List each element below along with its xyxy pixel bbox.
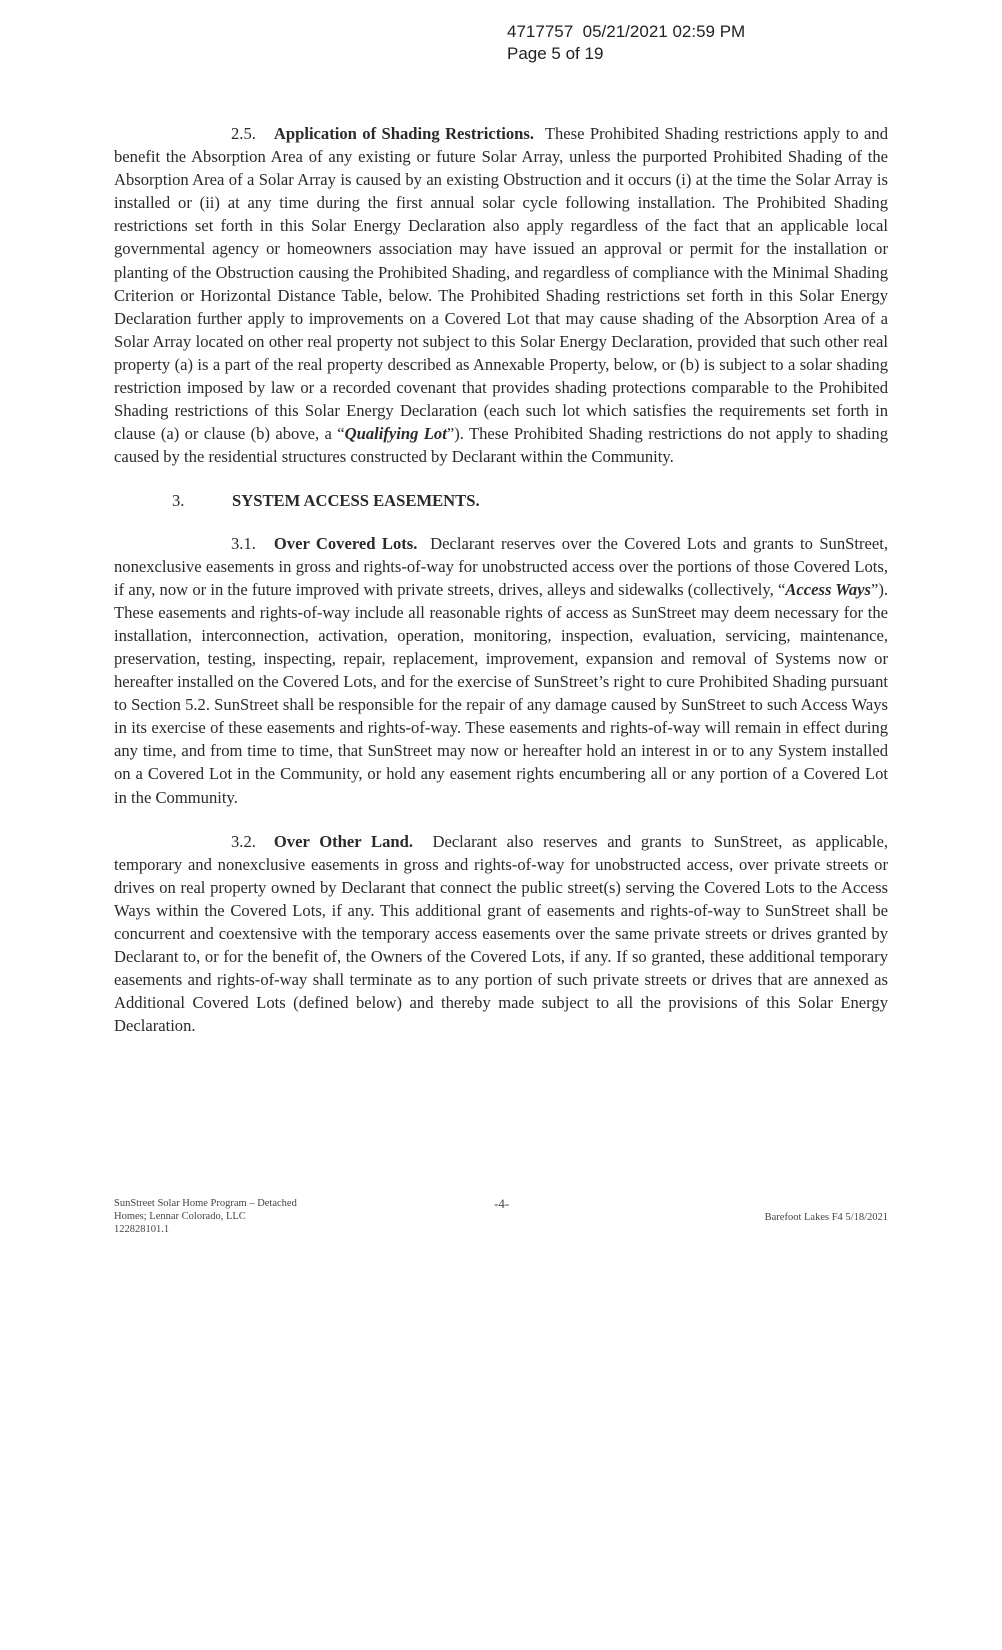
section-2-5-paragraph xyxy=(114,122,888,468)
document-body xyxy=(114,122,888,1058)
section-2-5-heading: Application of Shading Restrictions. xyxy=(273,124,535,143)
section-3-1-heading: Over Covered Lots. xyxy=(273,533,418,553)
section-3-2-number: 3.2. xyxy=(231,831,256,851)
section-3-1-paragraph xyxy=(114,532,888,809)
defined-term-access-ways: Access Ways xyxy=(785,579,871,599)
footer-project-date: Barefoot Lakes F4 5/18/2021 xyxy=(764,1212,888,1223)
section-2-5-text-part-1: These Prohibited Shading restrictions apply to and benefit the Absorption Area of any existing or future Solar Array, unless the purported Prohibited Shading of the Absorption Area of a Solar Array is caused by an existing Obstruction and it occurs (i) at the time the Solar Array is installed or (ii) at any time during the first annual solar cycle following installation. The Prohibited Shading restrictions set forth in this Solar Energy Declaration also apply regardless of the fact that an applicable local governmental agency or homeowners association may have issued an approval or permit for the installation or planting of the Obstruction causing the Prohibited Shading, and regardless of compliance with the Minimal Shading Criterion or Horizontal Distance Table, below. The Prohibited Shading restrictions set forth in this Solar Energy Declaration further apply to improvements on a Covered Lot that may cause shading of the Absorption Area of a Solar Array located on other real property not subject to this Solar Energy Declaration, provided that such other real property (a) is a part of the real property described as Annexable Property, below, or (b) is subject to a solar shading restriction imposed by law or a recorded covenant that provides shading protections comparable to the Prohibited Shading restrictions of this Solar Energy Declaration (each such lot which satisfies the requirements set forth in clause (a) or clause (b) above, a “ xyxy=(114,124,889,444)
footer-program-line-2: Homes; Lennar Colorado, LLC xyxy=(114,1211,246,1222)
footer-document-id: 122828101.1 xyxy=(114,1224,170,1235)
section-2-5-number: 2.5. xyxy=(231,124,256,143)
recording-datetime: 05/21/2021 02:59 PM xyxy=(582,22,746,41)
footer-program-info xyxy=(114,1197,374,1236)
recording-number-line xyxy=(507,21,745,43)
section-3-2-text: Declarant also reserves and grants to SunStreet, as applicable, temporary and nonexclusive easements in gross and rights-of-way for unobstructed access, over private streets or drives on real property owned by Declarant that connect the public street(s) serving the Covered Lots to the Access Ways within the Covered Lots, if any. This additional grant of easements and rights-of-way to SunStreet shall be concurrent and coextensive with the temporary access easements over the same private streets or drives granted by Declarant to, or for the benefit of, the Owners of the Covered Lots, if any. If so granted, these additional temporary easements and rights-of-way shall terminate as to any portion of such private streets or drives that are annexed as Additional Covered Lots (defined below) and thereby made subject to all the provisions of this Solar Energy Declaration. xyxy=(114,831,889,1036)
page-label: Page 5 of 19 xyxy=(507,44,604,63)
footer-program-line-1: SunStreet Solar Home Program – Detached xyxy=(114,1198,297,1209)
recording-stamp xyxy=(507,21,745,65)
section-3-1-text-part-1: Declarant reserves over the Covered Lots and grants to SunStreet, nonexclusive easements in gross and rights-of-way for unobstructed access over the portions of those Covered Lots, if any, now or in the future improved with private streets, drives, alleys and sidewalks (collectively, “ xyxy=(114,533,889,599)
document-number: 4717757 xyxy=(507,22,574,41)
section-2-5-text-part-2: ”). These Prohibited Shading restrictions do not apply to shading caused by the residential structures constructed by Declarant within the Community. xyxy=(114,424,889,467)
defined-term-qualifying-lot: Qualifying Lot xyxy=(344,424,447,444)
section-3-heading-line xyxy=(114,489,888,512)
section-3-2-heading: Over Other Land. xyxy=(273,831,414,851)
section-3-heading: SYSTEM ACCESS EASEMENTS. xyxy=(232,491,480,511)
footer-page-number: -4- xyxy=(494,1196,510,1211)
section-3-1-text-part-2: ”). These easements and rights-of-way include all reasonable rights of access as SunStreet may deem necessary for the installation, interconnection, activation, operation, monitoring, inspection, evaluation, servicing, maintenance, preservation, testing, inspecting, repair, replacement, improvement, expansion and removal of Systems now or hereafter installed on the Covered Lots, and for the exercise of SunStreet’s right to cure Prohibited Shading pursuant to Section 5.2. SunStreet shall be responsible for the repair of any damage caused by SunStreet to such Access Ways in its exercise of these easements and rights-of-way. These easements and rights-of-way will remain in effect during any time, and from time to time, that SunStreet may now or hereafter hold an interest in or to any System installed on a Covered Lot in the Community, or hold any easement rights encumbering all or any portion of a Covered Lot in the Community. xyxy=(114,579,888,807)
section-3-2-paragraph xyxy=(114,830,888,1038)
section-3-number: 3. xyxy=(172,491,185,511)
section-3-1-number: 3.1. xyxy=(231,533,256,553)
